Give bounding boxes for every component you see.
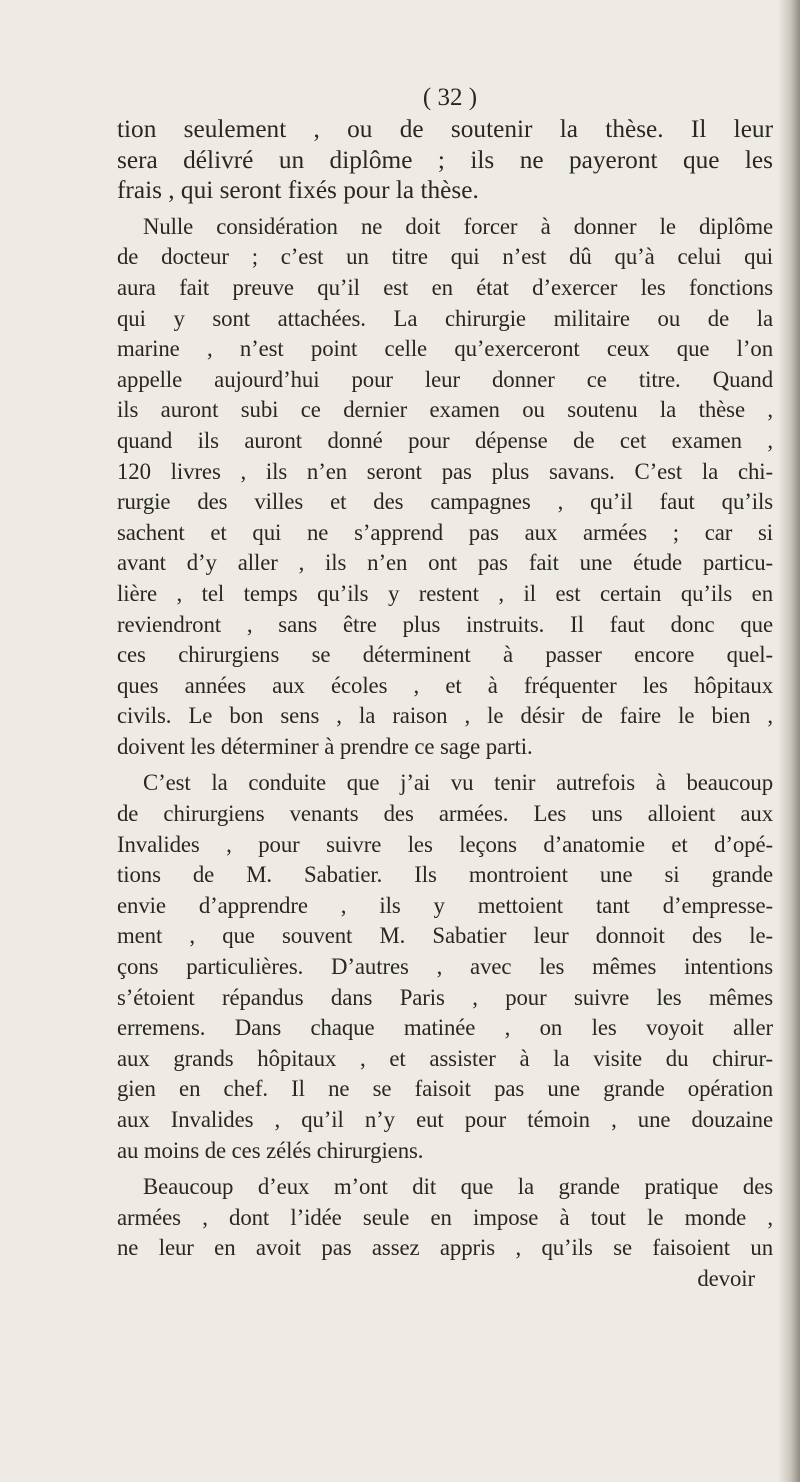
text-line: aura fait preuve qu’il est en état d’exercer les fonctions: [117, 274, 773, 300]
paragraph: [117, 1172, 773, 1294]
text-line: appelle aujourd’hui pour leur donner ce titre. Quand: [117, 366, 773, 392]
text-line: envie d’apprendre , ils y mettoient tant d’empresse-: [117, 892, 773, 918]
text-line: reviendront , sans être plus instruits. Il faut donc que: [117, 611, 773, 637]
text-line: 120 livres , ils n’en seront pas plus savans. C’est la chi-: [117, 458, 773, 484]
text-line: ne leur en avoit pas assez appris , qu’ils se faisoient un: [117, 1235, 773, 1261]
text-line: avant d’y aller , ils n’en ont pas fait une étude particu-: [117, 550, 773, 576]
text-line: tions de M. Sabatier. Ils montroient une si grande: [117, 862, 773, 888]
text-line: de chirurgiens venants des armées. Les uns alloient aux: [117, 801, 773, 827]
text-line: armées , dont l’idée seule en impose à tout le monde ,: [117, 1204, 773, 1230]
text-line: civils. Le bon sens , la raison , le désir de faire le bien ,: [117, 703, 773, 729]
text-line: Beaucoup d’eux m’ont dit que la grande pratique des: [143, 1174, 773, 1200]
text-line: C’est la conduite que j’ai vu tenir autrefois à beaucoup: [143, 770, 773, 796]
text-line: qui y sont attachées. La chirurgie militaire ou de la: [117, 305, 773, 331]
text-block: [117, 84, 773, 1295]
page-number: ( 32 ): [422, 84, 478, 111]
text-line: frais , qui seront fixés pour la thèse.: [117, 176, 479, 205]
text-line: ment , que souvent M. Sabatier leur donnoit des le-: [117, 923, 773, 949]
paragraph: [117, 212, 773, 763]
text-line: au moins de ces zélés chirurgiens.: [117, 1137, 424, 1163]
paragraph: [117, 768, 773, 1166]
text-line: Invalides , pour suivre les leçons d’anatomie et d’opé-: [117, 831, 773, 857]
text-line: lière , tel temps qu’ils y restent , il est certain qu’ils en: [117, 580, 773, 606]
text-line: marine , n’est point celle qu’exerceront ceux que l’on: [117, 336, 773, 362]
page-edge-shadow: [778, 0, 800, 1482]
text-line: çons particulières. D’autres , avec les mêmes intentions: [117, 954, 773, 980]
paragraph: [117, 114, 773, 206]
text-line: de docteur ; c’est un titre qui n’est dû qu’à celui qui: [117, 244, 773, 270]
text-line: doivent les déterminer à prendre ce sage parti.: [117, 733, 533, 759]
text-line: tion seulement , ou de soutenir la thèse. Il leur: [117, 115, 773, 143]
text-line: s’étoient répandus dans Paris , pour suivre les mêmes: [117, 984, 773, 1010]
text-line: sachent et qui ne s’apprend pas aux armées ; car si: [117, 519, 773, 545]
text-line: aux Invalides , qu’il n’y eut pour témoin , une douzaine: [117, 1107, 773, 1132]
text-line: sera délivré un diplôme ; ils ne payeront que les: [117, 145, 773, 174]
text-line: rurgie des villes et des campagnes , qu’il faut qu’ils: [117, 489, 773, 515]
text-line: ques années aux écoles , et à fréquenter les hôpitaux: [117, 672, 773, 698]
text-line: gien en chef. Il ne se faisoit pas une grande opération: [117, 1076, 773, 1102]
text-line: erremens. Dans chaque matinée , on les voyoit aller: [117, 1015, 773, 1041]
text-line: quand ils auront donné pour dépense de cet examen ,: [117, 427, 773, 453]
text-line: Nulle considération ne doit forcer à donner le diplôme: [143, 213, 773, 239]
catchword: devoir: [697, 1265, 755, 1291]
text-line: ils auront subi ce dernier examen ou soutenu la thèse ,: [117, 397, 773, 423]
text-line: ces chirurgiens se déterminent à passer encore quel-: [117, 642, 773, 668]
text-line: aux grands hôpitaux , et assister à la visite du chirur-: [117, 1045, 773, 1071]
